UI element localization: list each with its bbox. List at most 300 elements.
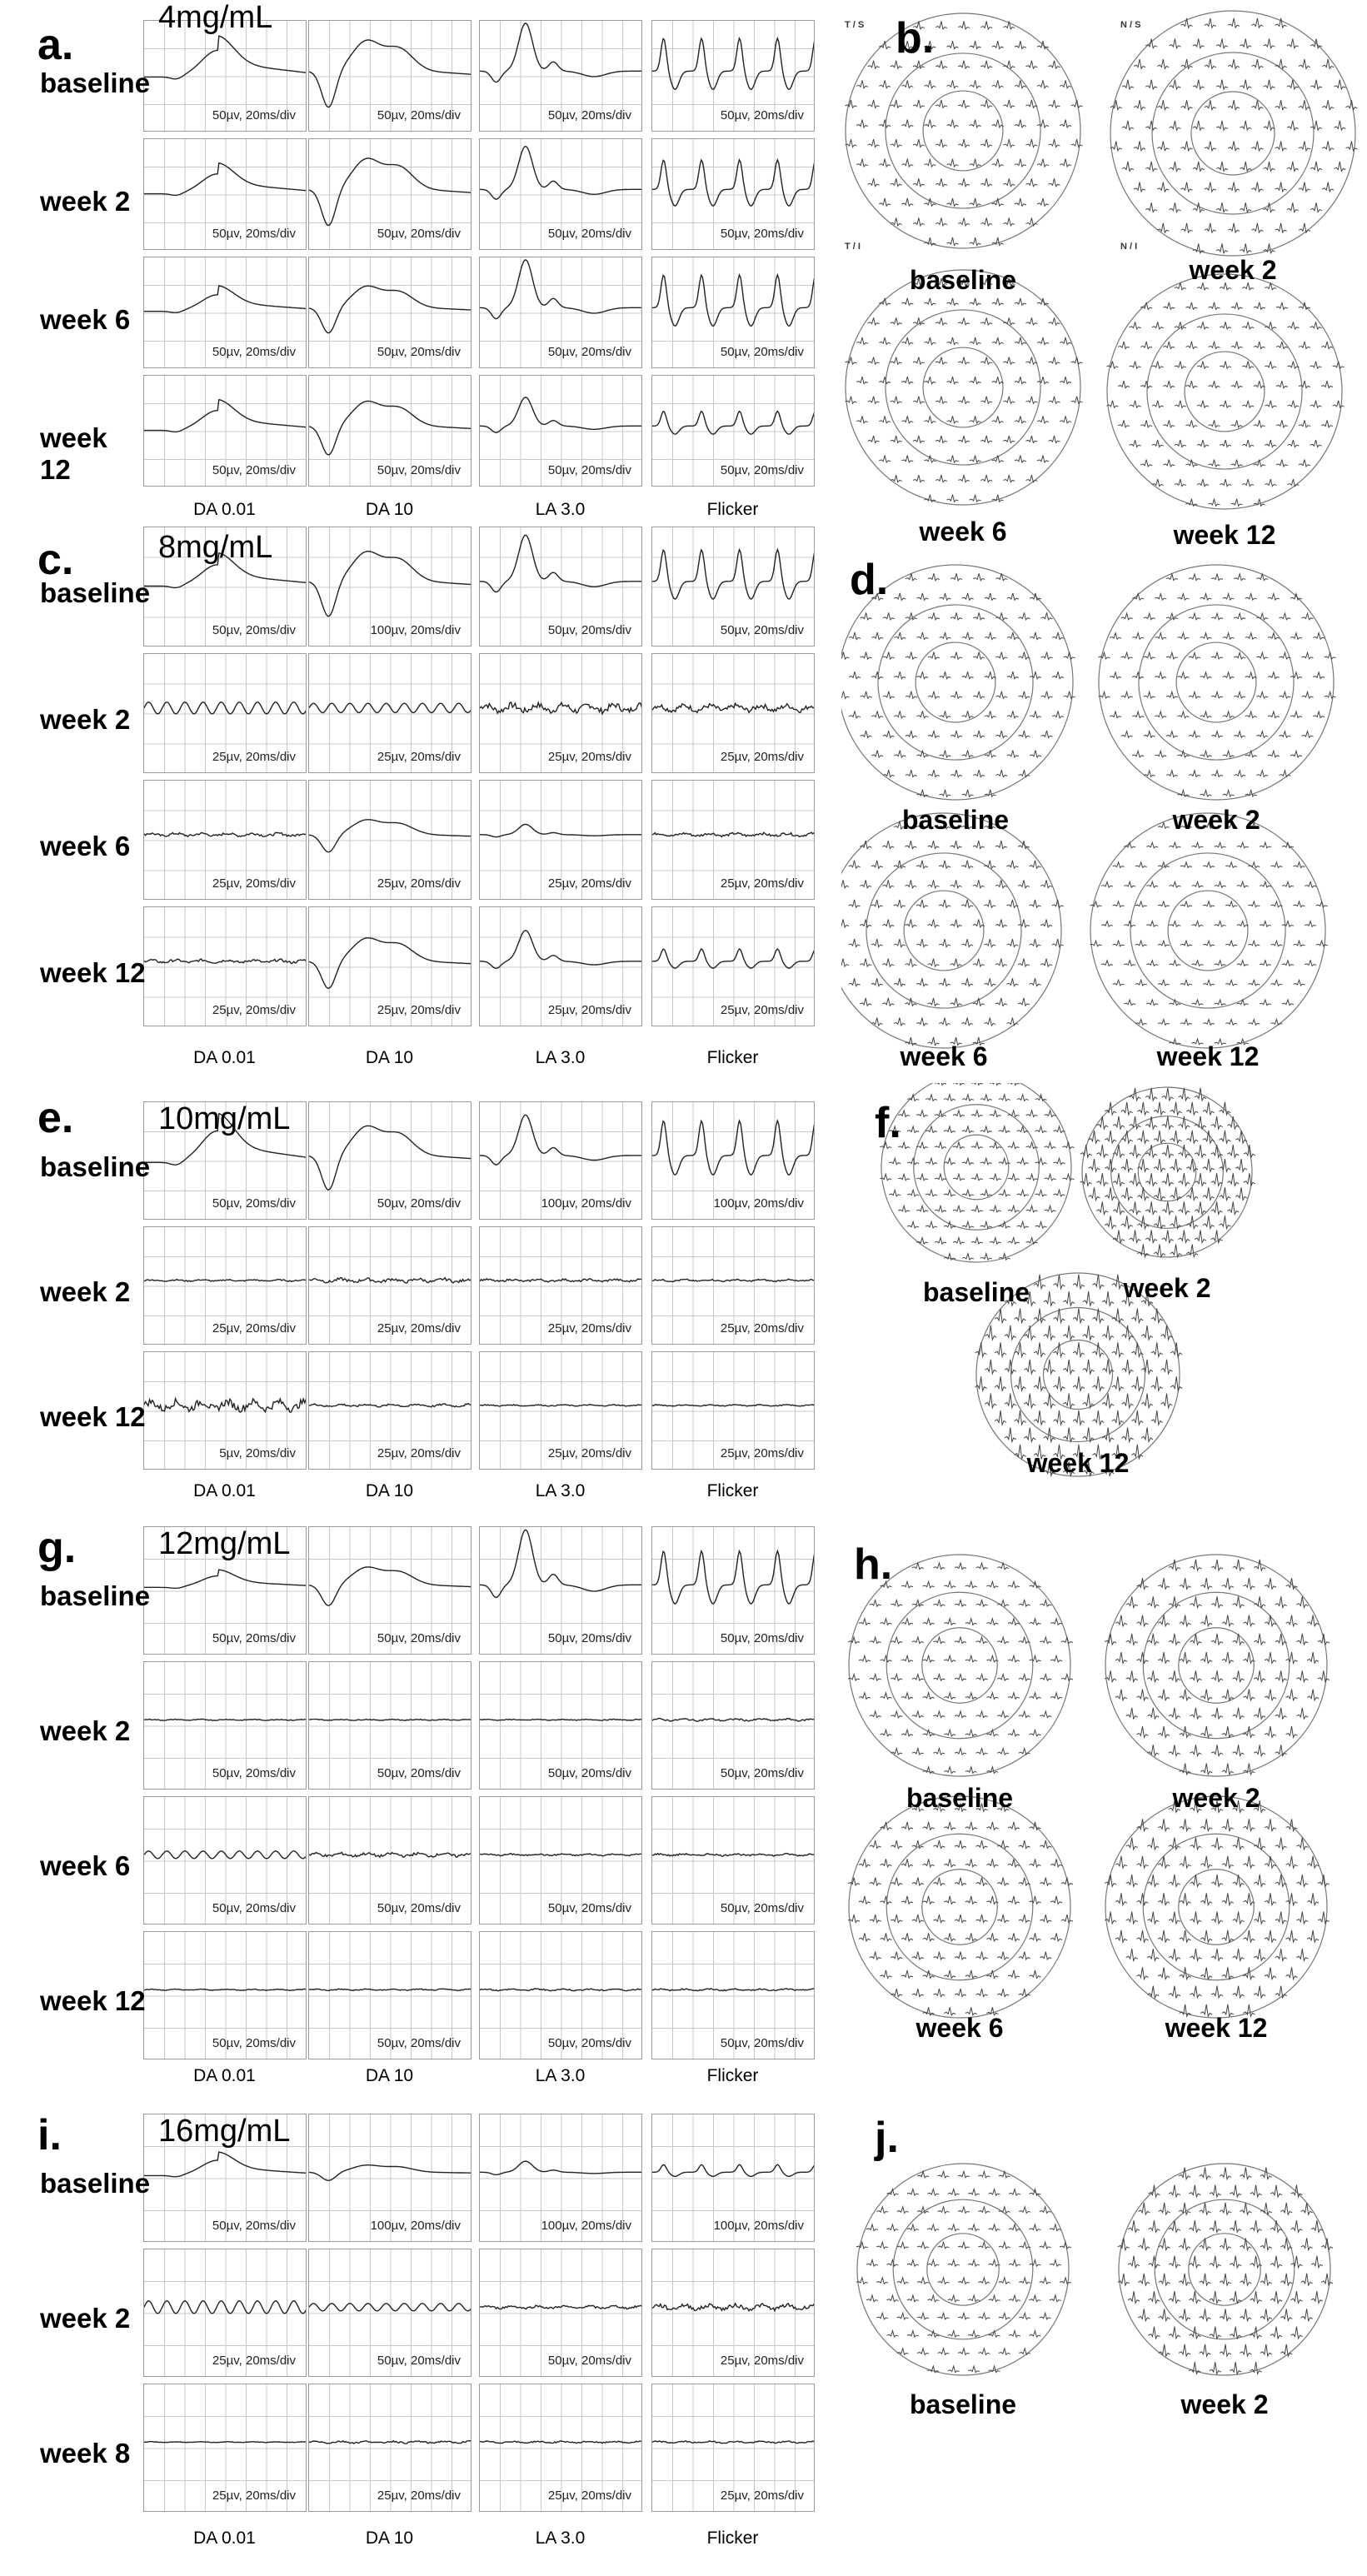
local-response-trace	[970, 80, 981, 88]
local-response-trace	[1003, 61, 1015, 69]
local-response-trace	[1290, 751, 1302, 757]
local-response-trace	[1019, 2207, 1030, 2214]
local-response-trace	[1073, 1309, 1085, 1323]
local-response-trace	[1310, 121, 1322, 130]
local-response-trace	[1195, 1230, 1206, 1242]
local-response-trace	[989, 2189, 1000, 2196]
local-response-trace	[1073, 1410, 1085, 1425]
local-response-trace	[886, 2260, 898, 2267]
local-response-trace	[1275, 1912, 1287, 1924]
local-response-trace	[1286, 1578, 1298, 1589]
local-response-trace	[1092, 1376, 1104, 1390]
concentration-label: 4mg/mL	[158, 0, 273, 35]
local-response-trace	[1197, 322, 1209, 329]
local-response-trace	[1192, 842, 1204, 848]
local-response-trace	[1286, 1893, 1298, 1905]
local-response-trace	[1015, 1376, 1026, 1390]
local-response-trace	[1009, 2189, 1020, 2196]
local-response-trace	[1189, 691, 1200, 698]
local-response-trace	[1138, 2203, 1150, 2214]
eccentricity-ring	[886, 53, 1040, 208]
local-response-trace	[1265, 1578, 1276, 1589]
local-response-trace	[859, 1933, 871, 1941]
local-response-trace	[1211, 1670, 1223, 1681]
local-response-trace	[901, 1655, 913, 1662]
local-response-trace	[894, 978, 906, 986]
erg-trace-cell	[308, 375, 471, 487]
local-response-trace	[985, 593, 996, 601]
local-response-trace	[1158, 1726, 1170, 1737]
local-response-trace	[999, 2349, 1010, 2355]
local-response-trace	[1009, 2331, 1020, 2338]
local-response-trace	[968, 2366, 980, 2373]
local-response-trace	[1178, 1230, 1190, 1242]
local-response-trace	[856, 119, 868, 127]
local-response-trace	[1211, 652, 1223, 659]
local-response-trace	[1216, 38, 1228, 47]
local-response-trace	[1134, 141, 1145, 150]
local-response-trace	[1122, 1325, 1134, 1340]
local-response-trace	[913, 178, 925, 187]
local-response-trace	[1275, 1875, 1287, 1886]
local-response-trace	[935, 1142, 946, 1149]
local-response-trace	[1276, 381, 1288, 388]
local-response-trace	[1121, 1159, 1133, 1171]
local-response-trace	[1230, 2362, 1241, 2374]
local-response-trace	[1152, 440, 1164, 447]
local-response-trace	[1130, 1230, 1141, 1242]
local-response-trace	[1302, 731, 1314, 738]
local-response-trace	[1083, 1427, 1095, 1441]
local-response-trace	[1243, 1615, 1255, 1626]
local-response-trace	[1264, 38, 1275, 47]
local-response-trace	[1254, 420, 1265, 427]
local-response-trace	[912, 1952, 924, 1960]
local-response-trace	[1270, 980, 1282, 986]
erg-trace-cell	[143, 20, 307, 132]
erg-section-i	[0, 2104, 841, 2562]
local-response-trace	[1152, 322, 1164, 329]
scale-label: 100µv, 20ms/div	[713, 1196, 804, 1211]
local-response-trace	[1177, 711, 1189, 718]
local-response-trace	[1105, 1159, 1116, 1171]
local-response-trace	[879, 119, 891, 127]
local-response-trace	[1203, 862, 1215, 868]
local-response-trace	[861, 652, 872, 660]
local-response-trace	[1200, 1652, 1212, 1663]
local-response-trace	[1216, 121, 1228, 130]
local-response-trace	[1211, 613, 1223, 620]
local-response-trace	[1318, 1912, 1330, 1924]
local-response-trace	[1040, 1915, 1051, 1923]
local-response-trace	[923, 1933, 935, 1941]
local-response-trace	[871, 900, 883, 908]
local-response-trace	[1019, 1749, 1030, 1755]
local-response-trace	[1270, 1020, 1282, 1026]
local-response-trace	[1162, 1145, 1174, 1157]
local-response-trace	[912, 1989, 924, 1997]
local-response-trace	[1115, 1930, 1127, 1942]
local-response-trace	[1200, 711, 1212, 718]
local-response-trace	[995, 919, 1007, 927]
local-response-trace	[1113, 980, 1125, 986]
local-response-trace	[881, 1933, 892, 1941]
local-response-trace	[1243, 1819, 1255, 1830]
local-response-trace	[1121, 652, 1133, 659]
scale-label: 50µv, 20ms/div	[547, 623, 631, 637]
local-response-trace	[1302, 652, 1314, 659]
local-response-trace	[1265, 1819, 1276, 1830]
local-response-trace	[990, 1083, 1001, 1085]
local-response-trace	[879, 80, 891, 88]
local-response-trace	[1177, 633, 1189, 640]
local-response-trace	[1256, 691, 1268, 698]
local-response-trace	[1286, 1690, 1298, 1700]
local-response-trace	[980, 475, 992, 482]
local-response-trace	[1230, 2291, 1241, 2303]
local-response-trace	[980, 1254, 992, 1261]
local-response-trace	[1166, 771, 1178, 777]
local-response-trace	[947, 119, 959, 127]
local-response-trace	[871, 861, 883, 869]
erg-trace-cell	[651, 375, 815, 487]
local-response-trace	[944, 1619, 955, 1625]
local-response-trace	[1122, 162, 1134, 171]
local-response-trace	[1220, 440, 1231, 447]
local-response-trace	[1256, 771, 1268, 777]
erg-trace-cell	[308, 1796, 471, 1925]
local-response-trace	[1190, 1670, 1201, 1681]
local-response-trace	[1209, 342, 1220, 349]
erg-trace-cell	[479, 780, 642, 900]
local-response-trace	[925, 1190, 937, 1196]
local-response-trace	[1169, 1708, 1180, 1719]
scale-label: 50µv, 20ms/div	[377, 1631, 461, 1645]
local-response-trace	[1049, 357, 1060, 365]
local-response-trace	[1231, 460, 1243, 467]
local-response-trace	[1275, 1670, 1287, 1681]
local-response-trace	[1162, 1116, 1174, 1129]
local-response-trace	[1248, 1020, 1260, 1026]
local-response-trace	[1161, 1394, 1173, 1408]
local-response-trace	[894, 1017, 906, 1026]
erg-trace-cell	[479, 653, 642, 773]
erg-trace-cell	[143, 1796, 307, 1925]
local-response-trace	[992, 337, 1004, 345]
column-label: DA 0.01	[193, 2066, 256, 2085]
local-response-trace	[970, 416, 981, 423]
local-response-trace	[1197, 440, 1209, 447]
local-response-trace	[992, 298, 1004, 306]
local-response-trace	[1190, 1838, 1201, 1850]
column-label: DA 10	[365, 2529, 414, 2548]
local-response-trace	[882, 841, 894, 849]
local-response-trace	[1245, 594, 1257, 601]
local-response-trace	[997, 1600, 1009, 1607]
local-response-trace	[1169, 202, 1180, 212]
scale-label: 50µv, 20ms/div	[212, 463, 296, 477]
local-response-trace	[1210, 2291, 1221, 2303]
row-label: week 12	[40, 1401, 146, 1432]
local-response-trace	[1157, 141, 1169, 150]
ring-label: week 6	[900, 1041, 988, 1071]
local-response-trace	[1205, 223, 1216, 232]
local-response-trace	[1223, 790, 1235, 796]
local-response-trace	[1250, 2327, 1262, 2339]
local-response-trace	[965, 1859, 977, 1867]
local-response-trace	[980, 100, 992, 107]
local-response-trace	[1211, 1634, 1223, 1645]
local-response-trace	[913, 357, 925, 365]
local-response-trace	[916, 1111, 928, 1117]
local-response-trace	[986, 1619, 998, 1625]
scale-label: 50µv, 20ms/div	[547, 1901, 631, 1915]
local-response-trace	[871, 751, 883, 758]
local-response-trace	[1121, 1102, 1133, 1115]
mferg-trace-array	[841, 2116, 1367, 2433]
erg-trace-cell	[651, 780, 815, 900]
scale-label: 50µv, 20ms/div	[212, 108, 296, 122]
local-response-trace	[928, 731, 940, 738]
local-response-trace	[1132, 672, 1144, 679]
local-response-trace	[1228, 141, 1240, 150]
local-response-trace	[905, 841, 916, 849]
local-response-trace	[1211, 731, 1223, 738]
local-response-trace	[958, 2349, 970, 2355]
local-response-trace	[1282, 921, 1294, 927]
local-response-trace	[1144, 613, 1155, 620]
local-response-trace	[860, 880, 871, 888]
local-response-trace	[1154, 1159, 1165, 1171]
erg-trace-cell	[479, 138, 642, 250]
local-response-trace	[1268, 594, 1280, 601]
local-response-trace	[1307, 1690, 1319, 1700]
local-response-trace	[916, 1174, 928, 1181]
row-label: week 8	[40, 2437, 131, 2469]
local-response-trace	[1203, 1187, 1215, 1200]
erg-trace-cell	[651, 906, 815, 1026]
local-response-trace	[901, 298, 913, 306]
local-response-trace	[1245, 711, 1257, 718]
local-response-trace	[968, 2189, 980, 2196]
local-response-trace	[1211, 1116, 1223, 1129]
row-label: week 6	[40, 1850, 131, 1881]
local-response-trace	[1113, 1201, 1125, 1214]
local-response-trace	[1169, 921, 1180, 927]
local-response-trace	[1235, 1187, 1247, 1200]
local-response-trace	[1030, 1970, 1041, 1979]
local-response-trace	[1145, 121, 1157, 130]
local-response-trace	[971, 1111, 983, 1117]
local-response-trace	[971, 1174, 983, 1181]
local-response-trace	[938, 2171, 950, 2178]
eccentricity-ring	[1155, 2199, 1295, 2339]
local-response-trace	[1138, 2274, 1150, 2285]
local-response-trace	[1321, 381, 1333, 388]
local-response-trace	[961, 900, 973, 908]
local-response-trace	[1147, 1596, 1159, 1607]
erg-trace-cell	[479, 375, 642, 487]
local-response-trace	[1155, 711, 1166, 718]
local-response-trace	[1222, 1652, 1234, 1663]
local-response-trace	[1209, 381, 1220, 388]
concentration-label: 8mg/mL	[158, 530, 273, 565]
local-response-trace	[1146, 921, 1158, 927]
local-response-trace	[953, 1083, 965, 1085]
local-response-trace	[1220, 2167, 1231, 2179]
local-response-trace	[1190, 1912, 1201, 1924]
local-response-trace	[1211, 1596, 1223, 1607]
local-response-trace	[1234, 771, 1245, 777]
local-response-trace	[1145, 1230, 1157, 1242]
local-response-trace	[913, 217, 925, 226]
local-response-trace	[933, 1989, 945, 1997]
local-response-trace	[1083, 1360, 1095, 1374]
local-response-trace	[898, 1174, 910, 1181]
scale-label: 50µv, 20ms/div	[547, 2354, 631, 2368]
local-response-trace	[1321, 2274, 1333, 2285]
local-response-trace	[1115, 1893, 1127, 1905]
local-response-trace	[1296, 1875, 1308, 1886]
local-response-trace	[1322, 59, 1334, 68]
local-response-trace	[980, 1190, 992, 1196]
local-response-trace	[907, 2331, 919, 2338]
local-response-trace	[1063, 1360, 1075, 1374]
local-response-trace	[881, 1970, 892, 1979]
local-response-trace	[1190, 1560, 1201, 1570]
local-response-trace	[933, 1711, 945, 1718]
local-response-trace	[1190, 1745, 1201, 1755]
local-response-trace	[1186, 1102, 1198, 1115]
local-response-trace	[1203, 1216, 1215, 1228]
local-response-trace	[859, 1619, 871, 1625]
local-response-trace	[856, 2242, 868, 2249]
local-response-trace	[1197, 362, 1209, 369]
local-response-trace	[1195, 1201, 1206, 1214]
local-response-trace	[1233, 1670, 1245, 1681]
local-response-trace	[995, 1342, 1006, 1356]
eccentricity-ring	[881, 1083, 1071, 1262]
local-response-trace	[849, 671, 861, 679]
local-response-trace	[1115, 1652, 1127, 1663]
local-response-trace	[1251, 182, 1263, 192]
local-response-trace	[1296, 1708, 1308, 1719]
local-response-trace	[1155, 633, 1166, 640]
local-response-trace	[1220, 2238, 1231, 2249]
local-response-trace	[1228, 59, 1240, 68]
erg-trace-cell	[651, 2384, 815, 2512]
local-response-trace	[1151, 1410, 1163, 1425]
local-response-trace	[923, 1896, 935, 1905]
local-response-trace	[879, 41, 891, 49]
local-response-trace	[1280, 2344, 1292, 2356]
ring-label: week 2	[1189, 255, 1277, 285]
local-response-trace	[1256, 652, 1268, 659]
local-response-trace	[1017, 1221, 1029, 1228]
local-response-trace	[928, 691, 940, 699]
local-response-trace	[1237, 842, 1249, 848]
local-response-trace	[1200, 751, 1212, 757]
local-response-trace	[953, 1111, 965, 1117]
local-response-trace	[953, 1238, 965, 1245]
local-response-trace	[1019, 1840, 1030, 1849]
local-response-trace	[928, 998, 940, 1006]
local-response-trace	[1240, 80, 1251, 89]
local-response-trace	[883, 612, 895, 620]
local-response-trace	[948, 2189, 960, 2196]
local-response-trace	[1200, 2238, 1211, 2249]
local-response-trace	[999, 2242, 1010, 2249]
local-response-trace	[1146, 842, 1158, 848]
local-response-trace	[1008, 1970, 1020, 1979]
local-response-trace	[870, 1711, 881, 1718]
local-response-trace	[1063, 1325, 1075, 1340]
local-response-trace	[1178, 1173, 1190, 1186]
local-response-trace	[1260, 2167, 1272, 2179]
local-response-trace	[1180, 1578, 1191, 1589]
local-response-trace	[950, 731, 962, 738]
scale-label: 50µv, 20ms/div	[720, 345, 804, 359]
local-response-trace	[962, 632, 974, 640]
local-response-trace	[1301, 2238, 1313, 2249]
local-response-trace	[1157, 59, 1169, 68]
local-response-trace	[989, 2224, 1000, 2231]
local-response-trace	[1286, 1819, 1298, 1830]
ring-label: baseline	[909, 2389, 1017, 2419]
local-response-trace	[1220, 479, 1231, 487]
local-response-trace	[859, 1859, 871, 1867]
local-response-trace	[1037, 198, 1049, 207]
local-response-trace	[1163, 420, 1175, 427]
local-response-trace	[907, 1126, 919, 1133]
local-response-trace	[906, 573, 917, 581]
local-response-trace	[995, 1376, 1006, 1390]
local-response-trace	[958, 317, 970, 325]
local-response-trace	[1140, 381, 1152, 388]
local-response-trace	[907, 2189, 919, 2196]
local-response-trace	[894, 751, 906, 758]
local-response-trace	[1233, 1838, 1245, 1850]
local-response-trace	[1225, 862, 1237, 868]
local-response-trace	[1301, 2309, 1313, 2320]
scale-label: 25µv, 20ms/div	[720, 1321, 804, 1335]
local-response-trace	[1209, 460, 1220, 467]
local-response-trace	[1118, 420, 1130, 427]
local-response-trace	[953, 1206, 965, 1212]
local-response-trace	[995, 998, 1007, 1006]
local-response-trace	[1180, 1930, 1191, 1942]
local-response-trace	[1169, 1949, 1180, 1960]
local-response-trace	[913, 397, 925, 404]
local-response-trace	[1025, 178, 1037, 187]
local-response-trace	[940, 711, 951, 718]
local-response-trace	[1227, 1145, 1239, 1157]
local-response-trace	[1170, 1102, 1182, 1115]
local-response-trace	[901, 416, 913, 423]
local-response-trace	[1313, 672, 1325, 679]
local-response-trace	[1200, 1726, 1212, 1737]
local-response-trace	[1130, 401, 1141, 408]
local-response-trace	[1110, 100, 1122, 109]
local-response-trace	[976, 1989, 988, 1997]
local-response-trace	[1345, 141, 1357, 150]
local-response-trace	[986, 1859, 998, 1867]
local-response-trace	[950, 998, 962, 1006]
local-response-trace	[1265, 1893, 1276, 1905]
local-response-trace	[841, 691, 850, 699]
local-response-trace	[1147, 1838, 1159, 1850]
local-response-trace	[1130, 362, 1141, 369]
